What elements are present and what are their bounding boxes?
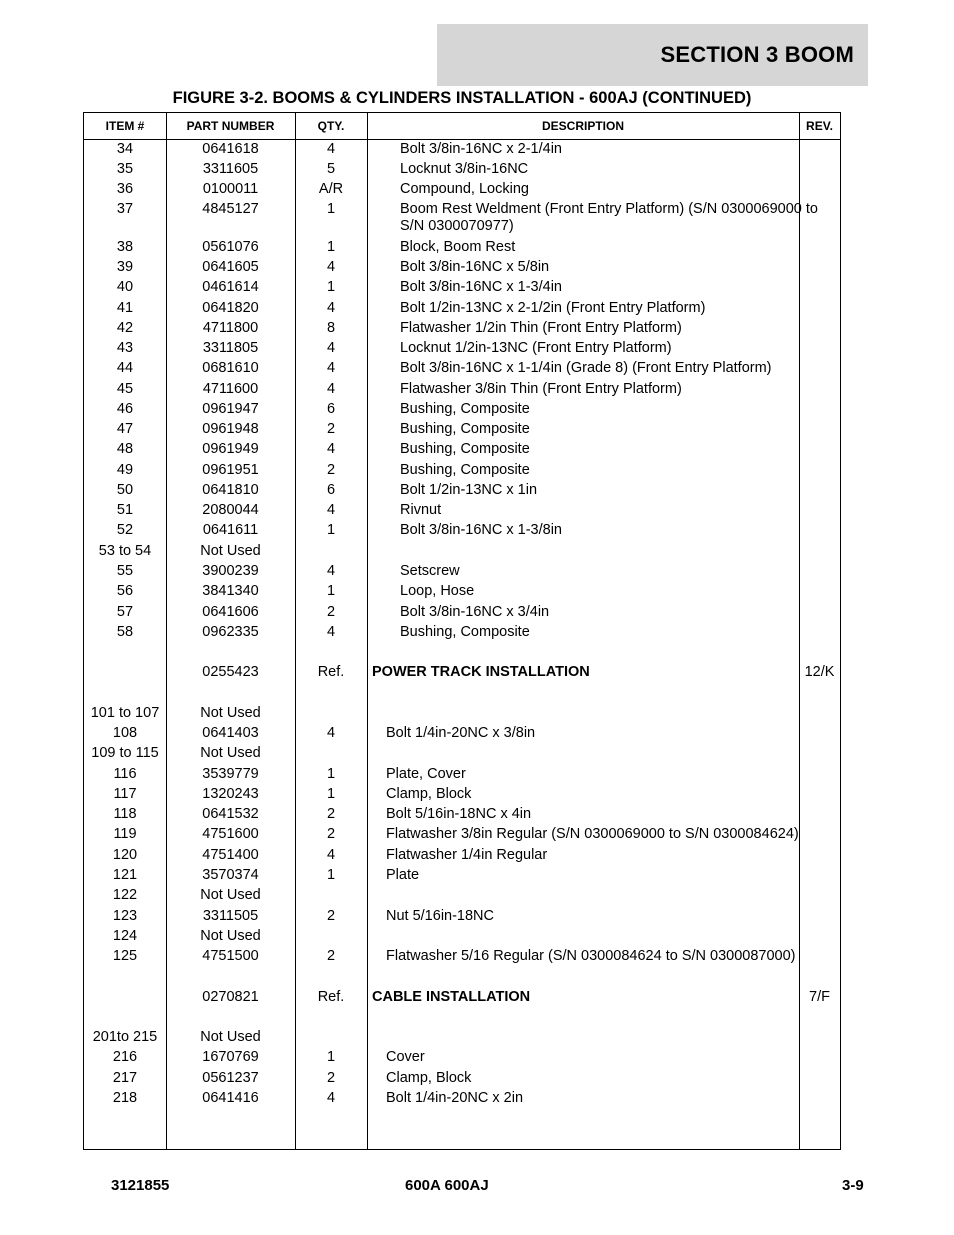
description-cell: Flatwasher 3/8in Regular (S/N 0300069000 to S/N 0300084624) bbox=[386, 826, 799, 842]
item-cell: 35 bbox=[116, 161, 134, 177]
item-cell: 39 bbox=[116, 259, 134, 275]
part-number-cell: Not Used bbox=[200, 705, 261, 721]
part-number-cell: 0962335 bbox=[202, 624, 259, 640]
item-cell: 53 to 54 bbox=[98, 543, 152, 559]
item-cell: 55 bbox=[116, 563, 134, 579]
item-cell: 119 bbox=[113, 826, 137, 842]
description-cell: Compound, Locking bbox=[400, 181, 529, 197]
qty-cell: 4 bbox=[326, 340, 336, 356]
qty-cell: 1 bbox=[326, 867, 336, 883]
item-cell: 117 bbox=[113, 786, 137, 802]
item-cell: 56 bbox=[116, 583, 134, 599]
part-number-cell: 3841340 bbox=[202, 583, 259, 599]
part-number-cell: Not Used bbox=[200, 745, 261, 761]
qty-cell: 4 bbox=[326, 624, 336, 640]
part-number-cell: 4845127 bbox=[202, 201, 259, 217]
description-cell: Bushing, Composite bbox=[400, 624, 530, 640]
qty-cell: 1 bbox=[326, 201, 336, 217]
part-number-cell: 4711800 bbox=[202, 320, 259, 336]
part-number-cell: 4751600 bbox=[202, 826, 259, 842]
qty-cell: A/R bbox=[318, 181, 344, 197]
item-cell: 116 bbox=[113, 766, 137, 782]
qty-cell: Ref. bbox=[317, 989, 345, 1005]
item-cell: 124 bbox=[112, 928, 138, 944]
description-cell: Bolt 1/4in-20NC x 3/8in bbox=[386, 725, 536, 741]
qty-cell: 5 bbox=[326, 161, 336, 177]
description-cell: Nut 5/16in-18NC bbox=[386, 908, 494, 924]
description-cell: Block, Boom Rest bbox=[400, 239, 516, 255]
part-number-cell: 3570374 bbox=[202, 867, 259, 883]
description-cell: Bolt 3/8in-16NC x 1-3/4in bbox=[400, 279, 562, 295]
footer-model: 600A 600AJ bbox=[405, 1177, 489, 1194]
qty-cell: 6 bbox=[326, 401, 336, 417]
part-number-cell: 0561237 bbox=[202, 1070, 259, 1086]
qty-cell: 4 bbox=[326, 141, 336, 157]
description-cell: Locknut 3/8in-16NC bbox=[400, 161, 529, 177]
item-cell: 218 bbox=[112, 1090, 138, 1106]
item-cell: 51 bbox=[116, 502, 134, 518]
parts-table bbox=[83, 112, 841, 1150]
qty-cell: 2 bbox=[326, 1070, 336, 1086]
description-cell: Bolt 3/8in-16NC x 2-1/4in bbox=[400, 141, 562, 157]
item-cell: 123 bbox=[112, 908, 138, 924]
qty-cell: 4 bbox=[326, 563, 336, 579]
qty-cell: 4 bbox=[326, 847, 336, 863]
part-number-cell: 0641605 bbox=[202, 259, 259, 275]
description-cell: Bolt 1/2in-13NC x 2-1/2in (Front Entry Platform) bbox=[400, 300, 706, 316]
description-cell: POWER TRACK INSTALLATION bbox=[372, 664, 590, 680]
qty-cell: 4 bbox=[326, 381, 336, 397]
description-cell: Clamp, Block bbox=[386, 786, 472, 802]
part-number-cell: 3311805 bbox=[202, 340, 259, 356]
part-number-cell: 3311505 bbox=[202, 908, 259, 924]
part-number-cell: 4711600 bbox=[202, 381, 259, 397]
item-cell: 37 bbox=[116, 201, 134, 217]
qty-cell: 2 bbox=[326, 826, 336, 842]
qty-cell: 2 bbox=[326, 806, 336, 822]
part-number-cell: 3311605 bbox=[202, 161, 259, 177]
part-number-cell: 0961947 bbox=[202, 401, 259, 417]
item-cell: 118 bbox=[113, 806, 137, 822]
item-cell: 50 bbox=[116, 482, 134, 498]
part-number-cell: Not Used bbox=[200, 543, 261, 559]
part-number-cell: 0461614 bbox=[202, 279, 259, 295]
part-number-cell: 0255423 bbox=[202, 664, 259, 680]
qty-cell: 2 bbox=[326, 462, 336, 478]
part-number-cell: 1670769 bbox=[202, 1049, 259, 1065]
part-number-cell: 0641820 bbox=[202, 300, 259, 316]
header-part-number: PART NUMBER bbox=[186, 119, 275, 133]
description-cell: Flatwasher 3/8in Thin (Front Entry Platform) bbox=[400, 381, 682, 397]
part-number-cell: Not Used bbox=[200, 928, 261, 944]
part-number-cell: 0641532 bbox=[202, 806, 259, 822]
item-cell: 44 bbox=[116, 360, 134, 376]
part-number-cell: 0961948 bbox=[202, 421, 259, 437]
item-cell: 41 bbox=[116, 300, 134, 316]
header-item: ITEM # bbox=[105, 119, 145, 133]
part-number-cell: 0641403 bbox=[202, 725, 259, 741]
qty-cell: 4 bbox=[326, 725, 336, 741]
description-cell: Plate, Cover bbox=[386, 766, 466, 782]
item-cell: 40 bbox=[116, 279, 134, 295]
description-cell: Bushing, Composite bbox=[400, 421, 530, 437]
part-number-cell: 0641618 bbox=[202, 141, 259, 157]
qty-cell: 2 bbox=[326, 948, 336, 964]
item-cell: 57 bbox=[116, 604, 134, 620]
qty-cell: 1 bbox=[326, 239, 336, 255]
description-cell: Boom Rest Weldment (Front Entry Platform) (S/N 0300069000 to S/N 0300070977) bbox=[400, 201, 818, 234]
item-cell: 217 bbox=[112, 1070, 138, 1086]
qty-cell: 2 bbox=[326, 604, 336, 620]
qty-cell: 8 bbox=[326, 320, 336, 336]
item-cell: 52 bbox=[116, 522, 134, 538]
qty-cell: 4 bbox=[326, 300, 336, 316]
qty-cell: 4 bbox=[326, 1090, 336, 1106]
description-cell: Bolt 3/8in-16NC x 1-1/4in (Grade 8) (Front Entry Platform) bbox=[400, 360, 772, 376]
footer-page-number: 3-9 bbox=[842, 1177, 864, 1194]
description-cell: Rivnut bbox=[400, 502, 442, 518]
description-cell: Bushing, Composite bbox=[400, 441, 530, 457]
description-cell: Bolt 1/2in-13NC x 1in bbox=[400, 482, 538, 498]
qty-cell: 1 bbox=[326, 786, 336, 802]
qty-cell: 1 bbox=[326, 583, 336, 599]
qty-cell: 1 bbox=[326, 1049, 336, 1065]
item-cell: 216 bbox=[112, 1049, 138, 1065]
description-cell: Flatwasher 1/2in Thin (Front Entry Platform) bbox=[400, 320, 682, 336]
item-cell: 58 bbox=[116, 624, 134, 640]
item-cell: 36 bbox=[116, 181, 134, 197]
part-number-cell: 0561076 bbox=[202, 239, 259, 255]
item-cell: 122 bbox=[112, 887, 138, 903]
part-number-cell: Not Used bbox=[200, 1029, 261, 1045]
qty-cell: 1 bbox=[326, 766, 336, 782]
qty-cell: Ref. bbox=[317, 664, 345, 680]
description-cell: CABLE INSTALLATION bbox=[372, 989, 531, 1005]
footer-doc-number: 3121855 bbox=[111, 1177, 170, 1194]
qty-cell: 1 bbox=[326, 522, 336, 538]
part-number-cell: 0641611 bbox=[202, 522, 259, 538]
description-cell: Cover bbox=[386, 1049, 425, 1065]
part-number-cell: 3539779 bbox=[202, 766, 259, 782]
part-number-cell: 4751500 bbox=[202, 948, 259, 964]
item-cell: 48 bbox=[116, 441, 134, 457]
description-cell: Clamp, Block bbox=[386, 1070, 472, 1086]
item-cell: 125 bbox=[112, 948, 138, 964]
item-cell: 201to 215 bbox=[92, 1029, 158, 1045]
description-cell: Plate bbox=[386, 867, 420, 883]
description-cell: Locknut 1/2in-13NC (Front Entry Platform) bbox=[400, 340, 672, 356]
item-cell: 38 bbox=[116, 239, 134, 255]
description-cell: Bolt 5/16in-18NC x 4in bbox=[386, 806, 532, 822]
section-title: SECTION 3 BOOM bbox=[660, 42, 854, 67]
qty-cell: 2 bbox=[326, 908, 336, 924]
description-cell: Bolt 3/8in-16NC x 1-3/8in bbox=[400, 522, 562, 538]
header-description: DESCRIPTION bbox=[541, 119, 624, 133]
item-cell: 43 bbox=[116, 340, 134, 356]
description-cell: Bolt 3/8in-16NC x 3/4in bbox=[400, 604, 550, 620]
description-cell: Bushing, Composite bbox=[400, 401, 530, 417]
item-cell: 47 bbox=[116, 421, 134, 437]
item-cell: 101 to 107 bbox=[90, 705, 160, 721]
table-header bbox=[84, 113, 840, 140]
item-cell: 121 bbox=[112, 867, 138, 883]
qty-cell: 4 bbox=[326, 502, 336, 518]
qty-cell: 4 bbox=[326, 360, 336, 376]
item-cell: 45 bbox=[116, 381, 134, 397]
part-number-cell: 0681610 bbox=[202, 360, 259, 376]
description-cell: Bushing, Composite bbox=[400, 462, 530, 478]
description-cell: Flatwasher 5/16 Regular (S/N 0300084624 to S/N 0300087000) bbox=[386, 948, 796, 964]
part-number-cell: 0641810 bbox=[202, 482, 259, 498]
header-qty: QTY. bbox=[317, 119, 345, 133]
part-number-cell: 0270821 bbox=[202, 989, 259, 1005]
part-number-cell: 0641416 bbox=[202, 1090, 259, 1106]
qty-cell: 1 bbox=[326, 279, 336, 295]
header-rev: REV. bbox=[806, 119, 833, 133]
part-number-cell: 0961951 bbox=[202, 462, 259, 478]
description-cell: Setscrew bbox=[400, 563, 460, 579]
description-cell: Bolt 1/4in-20NC x 2in bbox=[386, 1090, 524, 1106]
item-cell: 49 bbox=[116, 462, 134, 478]
part-number-cell: 0641606 bbox=[202, 604, 259, 620]
part-number-cell: 3900239 bbox=[202, 563, 259, 579]
qty-cell: 2 bbox=[326, 421, 336, 437]
qty-cell: 4 bbox=[326, 441, 336, 457]
part-number-cell: 2080044 bbox=[202, 502, 259, 518]
part-number-cell: 4751400 bbox=[202, 847, 259, 863]
item-cell: 42 bbox=[116, 320, 134, 336]
part-number-cell: 0961949 bbox=[202, 441, 259, 457]
item-cell: 109 to 115 bbox=[91, 745, 159, 761]
item-cell: 108 bbox=[112, 725, 138, 741]
description-cell: Flatwasher 1/4in Regular bbox=[386, 847, 548, 863]
item-cell: 46 bbox=[116, 401, 134, 417]
description-cell: Bolt 3/8in-16NC x 5/8in bbox=[400, 259, 550, 275]
rev-cell: 7/F bbox=[809, 989, 830, 1005]
section-banner bbox=[437, 24, 868, 86]
qty-cell: 6 bbox=[326, 482, 336, 498]
column-divider bbox=[367, 113, 368, 1149]
part-number-cell: 0100011 bbox=[202, 181, 259, 197]
qty-cell: 4 bbox=[326, 259, 336, 275]
part-number-cell: Not Used bbox=[200, 887, 261, 903]
item-cell: 34 bbox=[116, 141, 134, 157]
figure-title: FIGURE 3-2. BOOMS & CYLINDERS INSTALLATION - 600AJ (CONTINUED) bbox=[172, 89, 752, 107]
rev-cell: 12/K bbox=[804, 664, 835, 680]
description-cell: Loop, Hose bbox=[400, 583, 475, 599]
part-number-cell: 1320243 bbox=[202, 786, 259, 802]
item-cell: 120 bbox=[112, 847, 138, 863]
